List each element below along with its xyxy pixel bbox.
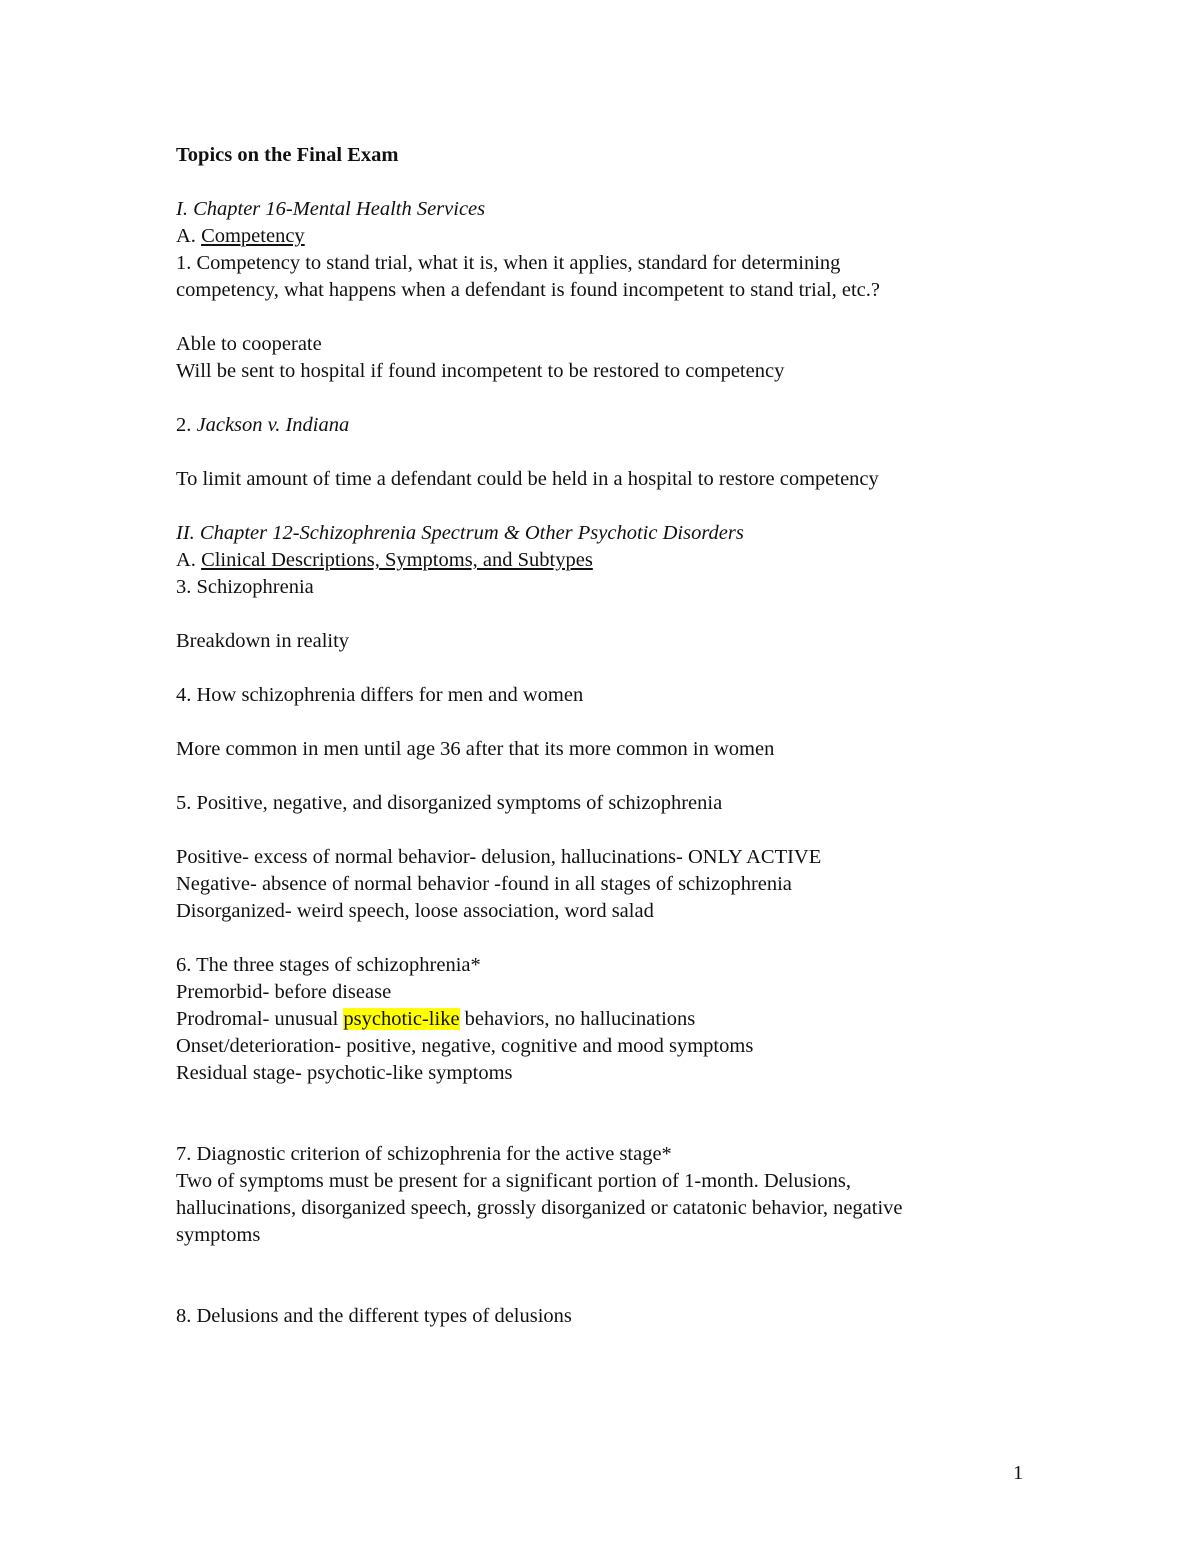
question-1-line-2: competency, what happens when a defendant is found incompetent to stand trial, etc.?: [176, 279, 880, 301]
question-5: 5. Positive, negative, and disorganized symptoms of schizophrenia: [176, 792, 723, 814]
answer-7-line-2: hallucinations, disorganized speech, grossly disorganized or catatonic behavior, negative: [176, 1197, 903, 1219]
spacer: [176, 709, 1036, 736]
answer-6-premorbid: Premorbid- before disease: [176, 981, 392, 1003]
spacer: [176, 439, 1036, 466]
subheading-label: Competency: [201, 225, 305, 247]
spacer: [176, 169, 1036, 196]
prodromal-text-after: behaviors, no hallucinations: [459, 1008, 696, 1030]
spacer: [176, 493, 1036, 520]
section-1-heading: I. Chapter 16-Mental Health Services: [176, 198, 486, 220]
question-3: 3. Schizophrenia: [176, 576, 314, 598]
spacer: [176, 763, 1036, 790]
subheading-prefix: A.: [176, 225, 202, 247]
question-8: 8. Delusions and the different types of delusions: [176, 1305, 572, 1327]
subheading-prefix: A.: [176, 549, 202, 571]
page-number: 1: [1013, 1462, 1024, 1484]
question-1-line-1: 1. Competency to stand trial, what it is, when it applies, standard for determining: [176, 252, 841, 274]
spacer: [176, 1249, 1036, 1303]
answer-3: Breakdown in reality: [176, 630, 350, 652]
document-body: [176, 142, 1036, 1330]
answer-6-prodromal: [176, 1006, 1036, 1033]
answer-5-positive: Positive- excess of normal behavior- delusion, hallucinations- ONLY ACTIVE: [176, 846, 822, 868]
question-7: 7. Diagnostic criterion of schizophrenia for the active stage*: [176, 1143, 672, 1165]
section-2-subheading: [176, 547, 1036, 574]
answer-6-residual: Residual stage- psychotic-like symptoms: [176, 1062, 513, 1084]
question-6: 6. The three stages of schizophrenia*: [176, 954, 481, 976]
answer-7-line-3: symptoms: [176, 1224, 261, 1246]
question-4: 4. How schizophrenia differs for men and women: [176, 684, 584, 706]
question-2-case: Jackson v. Indiana: [196, 414, 350, 436]
answer-4: More common in men until age 36 after that its more common in women: [176, 738, 775, 760]
answer-1-line-2: Will be sent to hospital if found incompetent to be restored to competency: [176, 360, 785, 382]
answer-5-negative: Negative- absence of normal behavior -found in all stages of schizophrenia: [176, 873, 792, 895]
section-1-subheading: [176, 223, 1036, 250]
subheading-label: Clinical Descriptions, Symptoms, and Subtypes: [201, 549, 593, 571]
spacer: [176, 925, 1036, 952]
spacer: [176, 1087, 1036, 1141]
spacer: [176, 601, 1036, 628]
answer-2: To limit amount of time a defendant could be held in a hospital to restore competency: [176, 468, 879, 490]
spacer: [176, 817, 1036, 844]
spacer: [176, 304, 1036, 331]
document-title: Topics on the Final Exam: [176, 144, 399, 166]
answer-5-disorganized: Disorganized- weird speech, loose association, word salad: [176, 900, 654, 922]
question-2: [176, 412, 1036, 439]
spacer: [176, 655, 1036, 682]
question-2-prefix: 2.: [176, 414, 197, 436]
prodromal-text-before: Prodromal- unusual: [176, 1008, 344, 1030]
answer-7-line-1: Two of symptoms must be present for a significant portion of 1-month. Delusions,: [176, 1170, 851, 1192]
highlighted-text: psychotic-like: [343, 1008, 460, 1030]
answer-1-line-1: Able to cooperate: [176, 333, 322, 355]
section-2-heading: II. Chapter 12-Schizophrenia Spectrum & Other Psychotic Disorders: [176, 522, 744, 544]
spacer: [176, 385, 1036, 412]
answer-6-onset: Onset/deterioration- positive, negative, cognitive and mood symptoms: [176, 1035, 754, 1057]
